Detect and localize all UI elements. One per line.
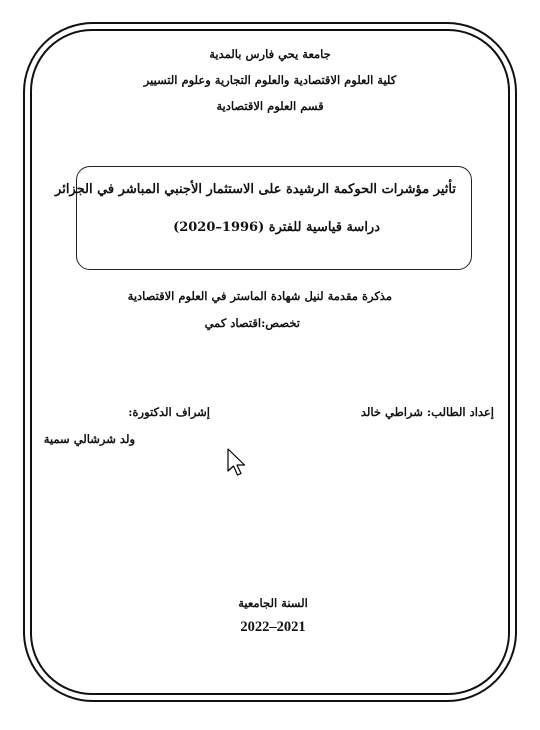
- student-name: إعداد الطالب: شراطي خالد: [360, 405, 494, 419]
- degree-statement: مذكرة مقدمة لنيل شهادة الماستر في العلوم الاقتصادية: [127, 289, 392, 303]
- academic-year-value: 2022–2021: [240, 619, 306, 635]
- thesis-title: تأثير مؤشرات الحوكمة الرشيدة على الاستثمار الأجنبي المباشر في الجزائر: [55, 182, 456, 197]
- specialization: تخصص:اقتصاد كمي: [204, 316, 300, 330]
- mouse-pointer-icon: [226, 448, 248, 478]
- university-name: جامعة يحي فارس بالمدية: [209, 47, 331, 61]
- supervisor-name: ولد شرشالي سمية: [43, 432, 135, 446]
- supervisor-label: إشراف الدكتورة:: [128, 405, 210, 419]
- academic-year-label: السنة الجامعية: [238, 596, 308, 610]
- faculty-name: كلية العلوم الاقتصادية والعلوم التجارية وعلوم التسيير: [143, 73, 397, 87]
- department-name: قسم العلوم الاقتصادية: [216, 99, 324, 113]
- thesis-subtitle: دراسة قياسية للفترة (1996–2020): [173, 220, 380, 235]
